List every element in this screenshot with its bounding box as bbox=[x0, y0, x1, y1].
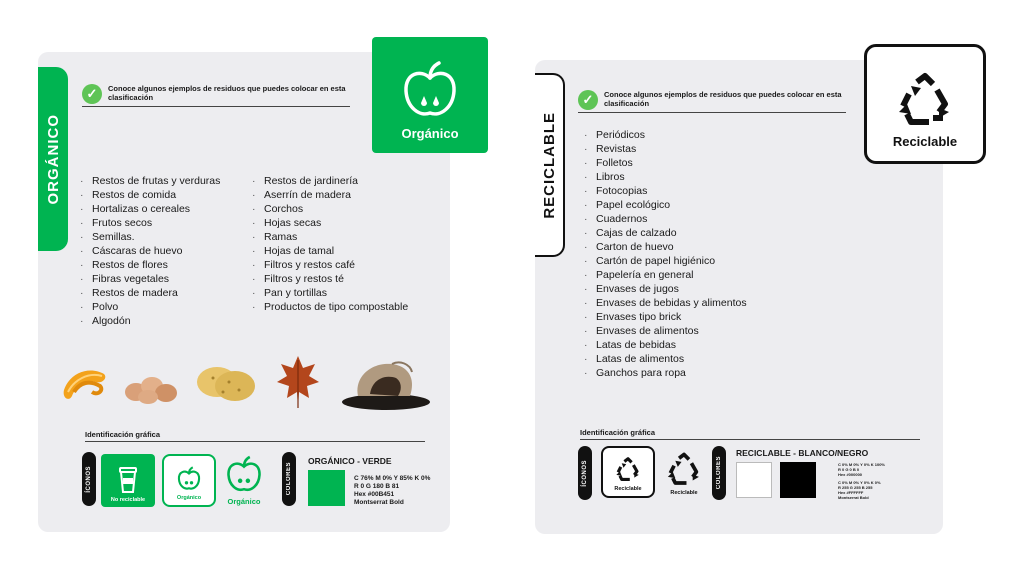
reciclable-items-list bbox=[584, 128, 747, 380]
reciclable-ident-title: Identificación gráfica bbox=[580, 428, 920, 440]
organico-ident-title: Identificación gráfica bbox=[85, 430, 425, 442]
tortillas-image bbox=[193, 362, 259, 404]
list-item: · Hojas secas bbox=[252, 216, 408, 230]
negro-swatch bbox=[780, 462, 816, 498]
recycle-icon bbox=[893, 72, 957, 130]
list-item: · Restos de jardinería bbox=[252, 174, 408, 188]
organico-plain-icon-label: Orgánico bbox=[227, 497, 261, 506]
list-item: · Cajas de calzado bbox=[584, 226, 747, 240]
list-item: · Filtros y restos té bbox=[252, 272, 408, 286]
reciclable-badge bbox=[864, 44, 986, 164]
coffee-grounds-image bbox=[340, 356, 432, 412]
organico-iconos-pill bbox=[82, 452, 96, 506]
cup-icon bbox=[117, 466, 139, 494]
blanco-color-spec bbox=[838, 480, 881, 500]
spec-line: R 255 G 255 B 255 bbox=[838, 485, 873, 490]
list-item: · Corchos bbox=[252, 202, 408, 216]
colores-label: COLORES bbox=[716, 456, 722, 490]
spec-line: Hex #000000 bbox=[838, 472, 863, 477]
list-item: · Semillas. bbox=[80, 230, 220, 244]
apple-icon bbox=[399, 60, 461, 122]
reciclable-plain-icon-box bbox=[660, 444, 708, 500]
spec-line: C 0% M 0% Y 0% K 0% bbox=[838, 480, 881, 485]
recycle-icon bbox=[613, 457, 643, 483]
list-item: · Revistas bbox=[584, 142, 747, 156]
list-item: · Fotocopias bbox=[584, 184, 747, 198]
list-item: · Filtros y restos café bbox=[252, 258, 408, 272]
recycle-icon bbox=[664, 452, 704, 488]
spec-line: C 76% M 0% Y 85% K 0% bbox=[354, 475, 431, 482]
colores-label: COLORES bbox=[286, 462, 292, 496]
organico-badge-label: Orgánico bbox=[401, 126, 459, 141]
reciclable-colores-pill bbox=[712, 446, 726, 500]
organico-header-text: Conoce algunos ejemplos de residuos que puedes colocar en esta clasificación bbox=[108, 84, 346, 102]
list-item: · Envases de alimentos bbox=[584, 324, 747, 338]
list-item: · Periódicos bbox=[584, 128, 747, 142]
list-item: · Envases de jugos bbox=[584, 282, 747, 296]
no-reciclable-icon-box bbox=[101, 454, 155, 507]
organico-color-spec bbox=[354, 475, 430, 507]
list-item: · Restos de frutas y verduras bbox=[80, 174, 220, 188]
reciclable-side-tab bbox=[535, 73, 565, 257]
list-item: · Restos de madera bbox=[80, 286, 220, 300]
negro-color-spec bbox=[838, 462, 885, 477]
list-item: · Papel ecológico bbox=[584, 198, 747, 212]
organico-tab-label: ORGÁNICO bbox=[44, 113, 62, 205]
list-item: · Productos de tipo compostable bbox=[252, 300, 408, 314]
list-item: · Polvo bbox=[80, 300, 220, 314]
eggs-image bbox=[122, 366, 182, 406]
spec-line: Hex #FFFFFF bbox=[838, 490, 864, 495]
reciclable-header bbox=[578, 90, 846, 113]
reciclable-iconos-pill bbox=[578, 446, 592, 500]
list-item: · Cáscaras de huevo bbox=[80, 244, 220, 258]
list-item: · Algodón bbox=[80, 314, 220, 328]
spec-line: Montserrat Bold bbox=[354, 499, 404, 506]
list-item: · Folletos bbox=[584, 156, 747, 170]
reciclable-outline-icon-label: Reciclable bbox=[614, 486, 642, 492]
list-item: · Hortalizas o cereales bbox=[80, 202, 220, 216]
reciclable-tab-label: RECICLABLE bbox=[540, 111, 558, 219]
check-icon: ✓ bbox=[82, 84, 102, 104]
reciclable-outline-icon-box bbox=[601, 446, 655, 498]
list-item: · Fibras vegetales bbox=[80, 272, 220, 286]
list-item: · Libros bbox=[584, 170, 747, 184]
organico-items-list-2 bbox=[252, 174, 408, 314]
list-item: · Hojas de tamal bbox=[252, 244, 408, 258]
spec-line: R 0 G 180 B 81 bbox=[354, 483, 400, 490]
list-item: · Restos de flores bbox=[80, 258, 220, 272]
spec-line: R 0 G 0 B 0 bbox=[838, 467, 860, 472]
list-item: · Aserrín de madera bbox=[252, 188, 408, 202]
organico-colores-pill bbox=[282, 452, 296, 506]
list-item: · Carton de huevo bbox=[584, 240, 747, 254]
spec-line: C 0% M 0% Y 0% K 100% bbox=[838, 462, 885, 467]
spec-line: Montserrat Bold bbox=[838, 495, 869, 500]
organico-outline-icon-box bbox=[162, 454, 216, 507]
list-item: · Papelería en general bbox=[584, 268, 747, 282]
reciclable-badge-label: Reciclable bbox=[892, 134, 958, 149]
spec-line: Hex #00B451 bbox=[354, 491, 395, 498]
reciclable-plain-icon-label: Reciclable bbox=[670, 490, 698, 496]
organico-side-tab bbox=[38, 67, 68, 251]
organico-plain-icon-box bbox=[220, 450, 268, 510]
list-item: · Cartón de papel higiénico bbox=[584, 254, 747, 268]
list-item: · Envases de bebidas y alimentos bbox=[584, 296, 747, 310]
apple-icon bbox=[224, 455, 264, 495]
list-item: · Restos de comida bbox=[80, 188, 220, 202]
organico-color-title: ORGÁNICO - VERDE bbox=[308, 456, 392, 466]
list-item: · Pan y tortillas bbox=[252, 286, 408, 300]
list-item: · Ganchos para ropa bbox=[584, 366, 747, 380]
list-item: · Latas de alimentos bbox=[584, 352, 747, 366]
list-item: · Frutos secos bbox=[80, 216, 220, 230]
organico-badge bbox=[372, 37, 488, 153]
iconos-label: ÍCONOS bbox=[86, 465, 92, 493]
iconos-label: ÍCONOS bbox=[582, 459, 588, 487]
verde-swatch bbox=[308, 470, 345, 506]
orange-peel-image bbox=[60, 362, 112, 404]
organico-header bbox=[82, 84, 350, 107]
organico-outline-icon-label: Orgánico bbox=[176, 495, 202, 501]
list-item: · Cuadernos bbox=[584, 212, 747, 226]
check-icon: ✓ bbox=[578, 90, 598, 110]
dry-leaf-image bbox=[275, 354, 321, 410]
list-item: · Ramas bbox=[252, 230, 408, 244]
list-item: · Latas de bebidas bbox=[584, 338, 747, 352]
list-item: · Envases tipo brick bbox=[584, 310, 747, 324]
organico-items-list-1 bbox=[80, 174, 220, 328]
reciclable-header-text: Conoce algunos ejemplos de residuos que puedes colocar en esta clasificación bbox=[604, 90, 842, 108]
reciclable-color-title: RECICLABLE - BLANCO/NEGRO bbox=[736, 448, 869, 458]
blanco-swatch bbox=[736, 462, 772, 498]
apple-icon bbox=[176, 466, 202, 492]
no-reciclable-icon-label: No reciclable bbox=[110, 497, 146, 503]
